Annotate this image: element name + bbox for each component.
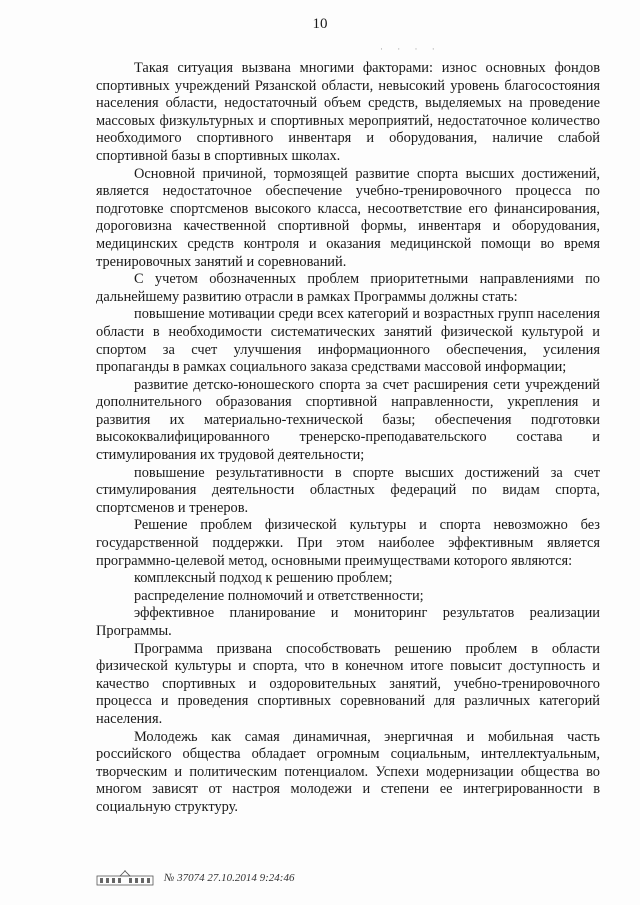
registration-stamp: № 37074 27.10.2014 9:24:46: [164, 872, 295, 884]
list-item-paragraph: повышение мотивации среди всех категорий и возрастных групп населения области в необходимости систематических занятий физической культурой и спортом за счет улучшения информационного обеспечения, усиления пропаганды в рамках социального заказа средствами массовой информации;: [96, 306, 600, 376]
scan-artifact-dots: · · · ·: [380, 44, 441, 54]
paragraph: Основной причиной, тормозящей развитие спорта высших достижений, является недостаточное обеспечение учебно-тренировочного процесса по подготовке спортсменов высокого класса, несоответствие его финансирования, дороговизна качественной спортивной формы, инвентаря и оборудования, медицинских средств контроля и оказания медицинской помощи во время тренировочных занятий и соревнований.: [96, 165, 600, 270]
paragraph: Такая ситуация вызвана многими факторами: износ основных фондов спортивных учреждений Рязанской области, невысокий уровень благосостояния населения области, недостаточный объем средств, выделяемых на проведение массовых физкультурных и спортивных мероприятий, недостаточное количество необходимого спортивного инвентаря и оборудования, наличие слабой спортивной базы в спортивных школах.: [96, 60, 600, 164]
list-item-paragraph: развитие детско-юношеского спорта за счет расширения сети учреждений дополнительного образования спортивной направленности, укрепления и развития их материально-технической базы; обеспечения подготовки высококвалифицированного тренерско-преподавательского состава и стимулирования их трудовой деятельности;: [96, 376, 600, 464]
paragraph: Решение проблем физической культуры и спорта невозможно без государственной поддержки. При этом наиболее эффективным является программно-целевой метод, основными преимуществами которого являются:: [96, 517, 600, 569]
list-item-paragraph: эффективное планирование и мониторинг результатов реализации Программы.: [96, 605, 600, 639]
paragraph: Программа призвана способствовать решению проблем в области физической культуры и спорта, что в конечном итоге повысит доступность и качество спортивных и оздоровительных занятий, учебно-тренировочного процесса и проведения спортивных соревнований для различных категорий населения.: [96, 640, 600, 727]
paragraph: С учетом обозначенных проблем приоритетными направлениями по дальнейшему развитию отрасли в рамках Программы должны стать:: [96, 271, 600, 305]
list-item-paragraph: повышение результативности в спорте высших достижений за счет стимулирования деятельности областных федераций по видам спорта, спортсменов и тренеров.: [96, 464, 600, 516]
list-item-paragraph: комплексный подход к решению проблем;: [134, 570, 393, 587]
page-number: 10: [312, 16, 328, 32]
document-footer: [96, 868, 396, 888]
list-item-paragraph: распределение полномочий и ответственности;: [134, 587, 424, 604]
document-body: [96, 60, 600, 817]
paragraph: Молодежь как самая динамичная, энергичная и мобильная часть российского общества обладает огромным социальным, интеллектуальным, творческим и политическим потенциалом. Успехи модернизации общества во многом зависят от настроя молодежи и степени ее интегрированности в социальную структуру.: [96, 728, 600, 815]
government-building-logo-icon: [96, 870, 154, 886]
